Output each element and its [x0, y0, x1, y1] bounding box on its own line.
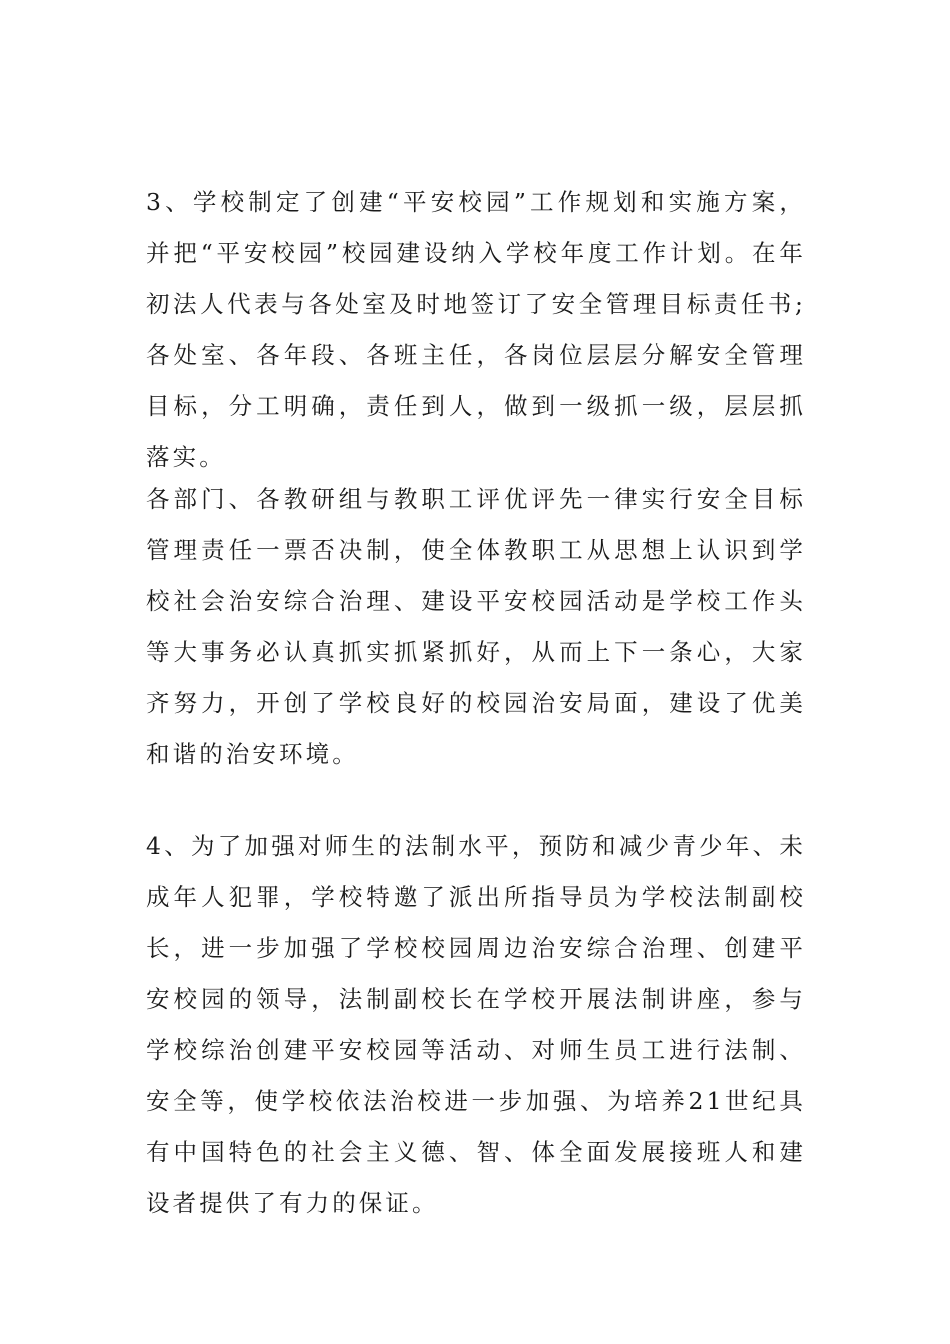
paragraph-responsibility-veto: 各部门、各教研组与教职工评优评先一律实行安全目标管理责任一票否决制，使全体教职工从思想上认识到学校社会治安综合治理、建设平安校园活动是学校工作头等大事务必认真抓实抓紧抓好，从而上下一条心，大家齐努力，开创了学校良好的校园治安局面，建设了优美和谐的治安环境。: [146, 485, 806, 768]
paragraph-safety-plan: 3、学校制定了创建“平安校园”工作规划和实施方案，并把“平安校园”校园建设纳入学校年度工作计划。在年初法人代表与各处室及时地签订了安全管理目标责任书;各处室、各年段、各班主任，各岗位层层分解安全管理目标，分工明确，责任到人，做到一级抓一级，层层抓落实。: [146, 188, 806, 471]
paragraph-legal-education: 4、为了加强对师生的法制水平，预防和减少青少年、未成年人犯罪，学校特邀了派出所指导员为学校法制副校长，进一步加强了学校校园周边治安综合治理、创建平安校园的领导，法制副校长在学校开展法制讲座，参与学校综治创建平安校园等活动、对师生员工进行法制、安全等，使学校依法治校进一步加强、为培养21世纪具有中国特色的社会主义德、智、体全面发展接班人和建设者提供了有力的保证。: [146, 832, 806, 1217]
